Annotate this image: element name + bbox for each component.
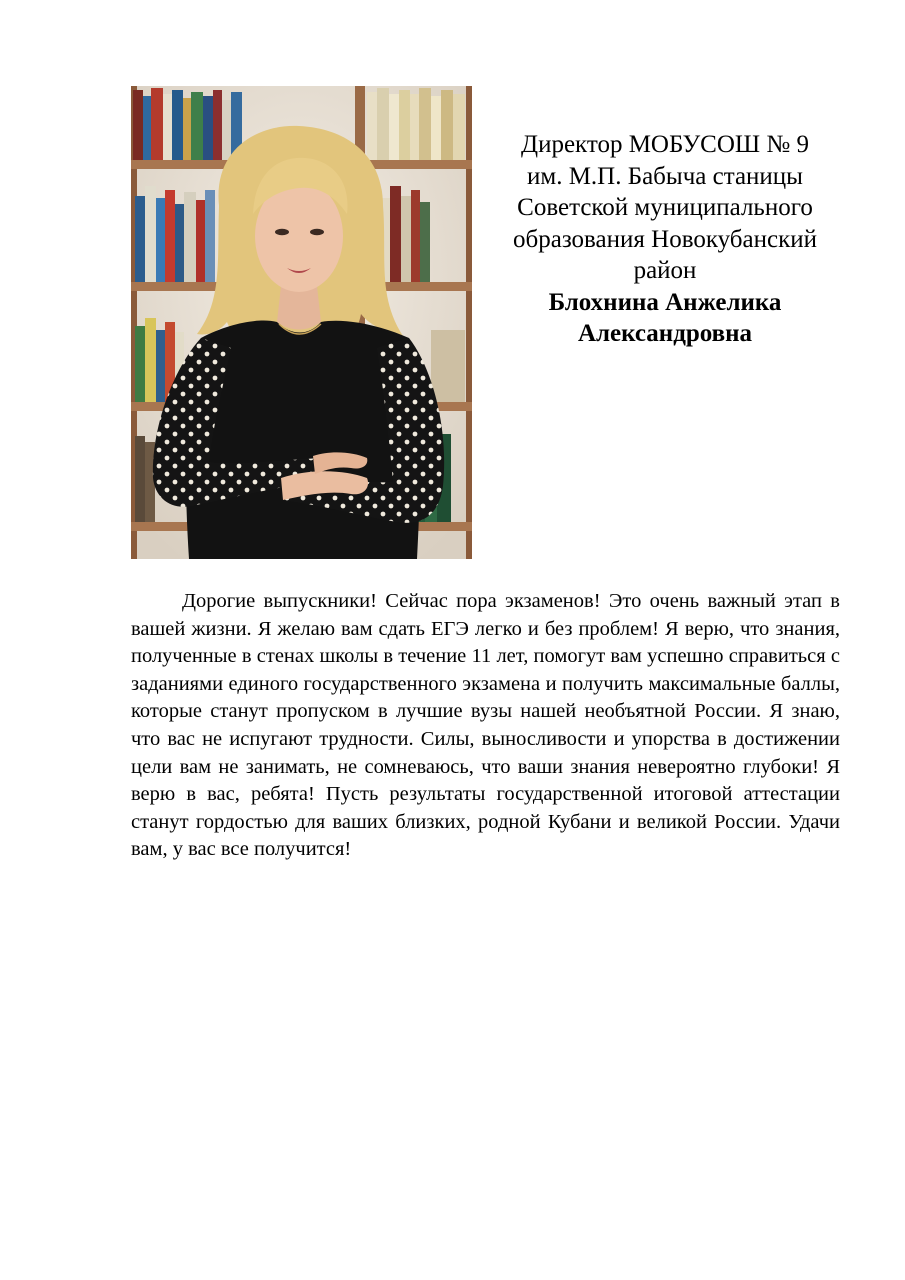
header-block <box>484 129 846 350</box>
director-name: Блохнина Анжелика Александровна <box>548 288 782 347</box>
director-position: Директор МОБУСОШ № 9 им. М.П. Бабыча станицы Советской муниципального образования Новокубанский район <box>513 131 817 284</box>
portrait-photo <box>131 86 472 559</box>
address-paragraph: Дорогие выпускники! Сейчас пора экзаменов! Это очень важный этап в вашей жизни. Я желаю вам сдать ЕГЭ легко и без проблем! Я верю, что знания, полученные в стенах школы в течение 11 лет, помогут вам успешно справиться с заданиями единого государственного экзамена и получить максимальные баллы, которые станут пропуском в лучшие вузы нашей необъятной России. Я знаю, что вас не испугают трудности. Силы, выносливости и упорства в достижении цели вам не занимать, не сомневаюсь, что ваши знания невероятно глубоки! Я верю в вас, ребята! Пусть результаты государственной итоговой аттестации станут гордостью для ваших близких, родной Кубани и великой России. Удачи вам, у вас все получится! <box>131 590 840 861</box>
